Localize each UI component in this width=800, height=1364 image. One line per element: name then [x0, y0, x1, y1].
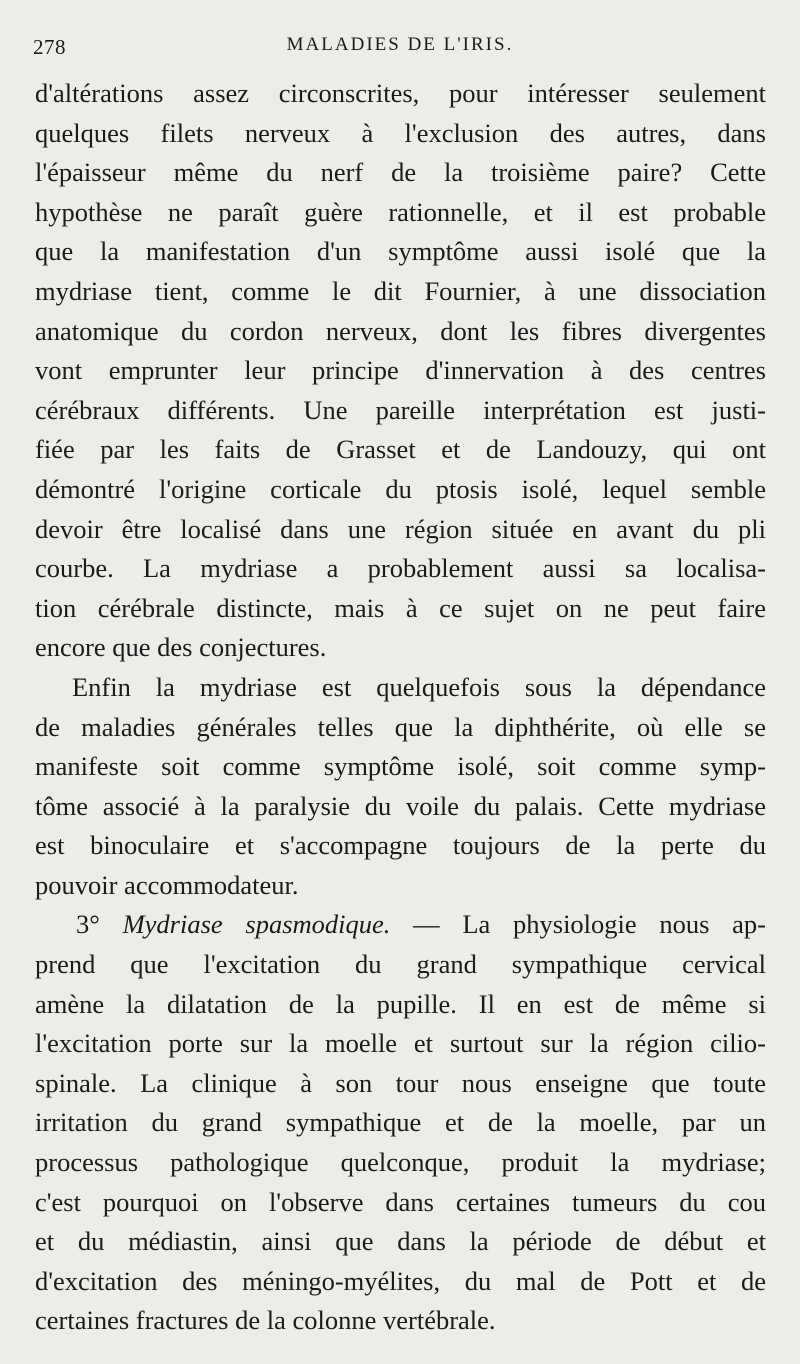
text-line: l'épaisseur même du nerf de la troisième paire? Cette: [35, 157, 766, 188]
text-line: manifeste soit comme symptôme isolé, soit comme symp-: [35, 751, 766, 782]
paragraph: [35, 74, 766, 668]
text-line: est binoculaire et s'accompagne toujours de la perte du: [35, 830, 766, 861]
text-line: l'excitation porte sur la moelle et surtout sur la région cilio-: [35, 1028, 766, 1059]
text-line: mydriase tient, comme le dit Fournier, à une dissociation: [35, 275, 766, 306]
running-title: MALADIES DE L'IRIS.: [286, 34, 514, 55]
text-line: tôme associé à la paralysie du voile du palais. Cette mydriase: [35, 790, 766, 821]
text-line: amène la dilatation de la pupille. Il en est de même si: [35, 988, 766, 1019]
text-line: d'excitation des méningo-myélites, du mal de Pott et de: [35, 1265, 766, 1296]
text-line: démontré l'origine corticale du ptosis isolé, lequel semble: [35, 473, 766, 504]
paragraph: [35, 905, 766, 1341]
text-line: hypothèse ne paraît guère rationnelle, et il est probable: [35, 196, 766, 227]
section-number: 3°: [76, 909, 100, 940]
text-line: prend que l'excitation du grand sympathique cervical: [35, 949, 766, 980]
body-text: [35, 74, 766, 1341]
text-line: fiée par les faits de Grasset et de Landouzy, qui ont: [35, 434, 766, 465]
text-line: tion cérébrale distincte, mais à ce sujet on ne peut faire: [35, 592, 766, 623]
text-line: que la manifestation d'un symptôme aussi isolé que la: [35, 236, 766, 267]
text-line: pouvoir accommodateur.: [35, 869, 299, 900]
text-line: anatomique du cordon nerveux, dont les fibres divergentes: [35, 315, 766, 346]
text-line: quelques filets nerveux à l'exclusion des autres, dans: [35, 117, 766, 148]
section-heading: Mydriase spasmodique.: [122, 909, 391, 940]
text-line: spinale. La clinique à son tour nous enseigne que toute: [35, 1067, 766, 1098]
text-line: courbe. La mydriase a probablement aussi sa localisa-: [35, 553, 766, 584]
text-line: irritation du grand sympathique et de la moelle, par un: [35, 1107, 766, 1138]
paragraph: [35, 668, 766, 906]
text-line: de maladies générales telles que la diphthérite, où elle se: [35, 711, 766, 742]
text-line: d'altérations assez circonscrites, pour intéresser seulement: [35, 78, 766, 108]
section-heading-line: [35, 905, 766, 945]
text-line: certaines fractures de la colonne vertébrale.: [35, 1305, 496, 1336]
text-line: et du médiastin, ainsi que dans la période de début et: [35, 1226, 766, 1257]
text-line: encore que des conjectures.: [35, 632, 327, 663]
text-line: Enfin la mydriase est quelquefois sous la dépendance: [72, 671, 766, 702]
text-line: processus pathologique quelconque, produit la mydriase;: [35, 1147, 766, 1178]
text-line: c'est pourquoi on l'observe dans certaines tumeurs du cou: [35, 1186, 766, 1217]
page-number: 278: [33, 35, 66, 59]
text-line: devoir être localisé dans une région située en avant du pli: [35, 513, 766, 544]
text-line: vont emprunter leur principe d'innervation à des centres: [35, 355, 766, 386]
text-line: cérébraux différents. Une pareille interprétation est justi-: [35, 394, 766, 425]
section-heading-rest: — La physiologie nous ap-: [413, 909, 767, 940]
